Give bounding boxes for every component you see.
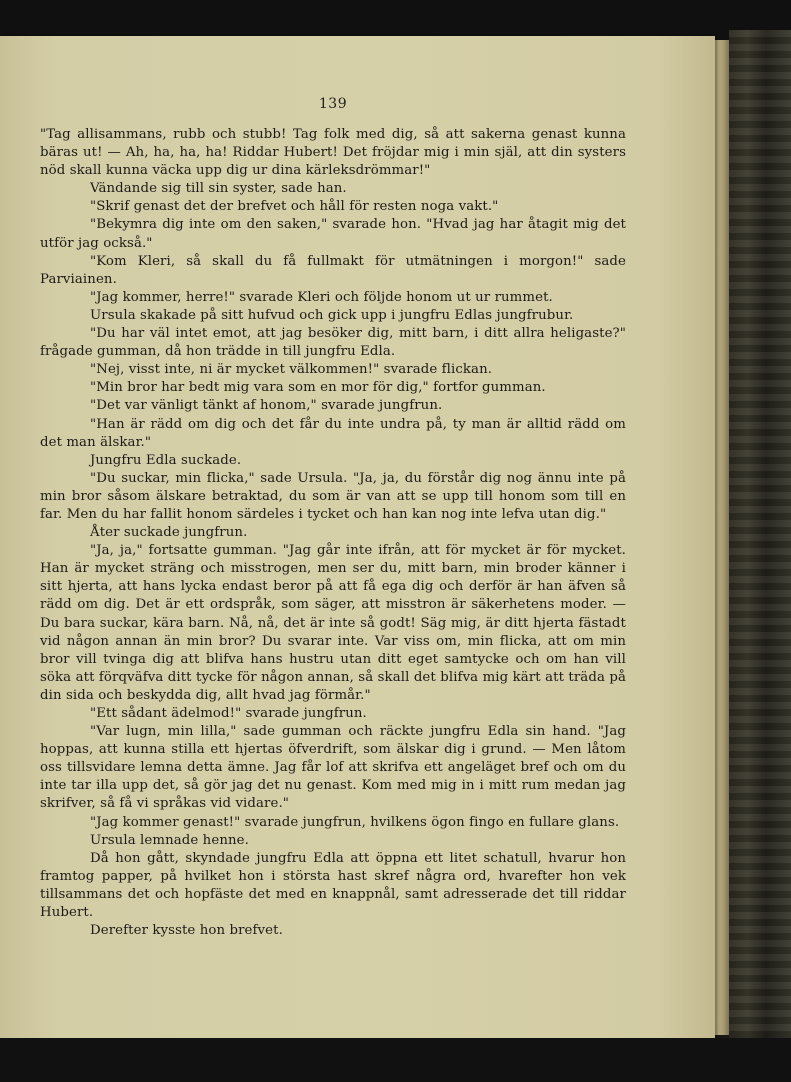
paragraph: "Nej, visst inte, ni är mycket välkommen!" svarade flickan. <box>90 362 493 378</box>
page-edge <box>715 40 729 1035</box>
paragraph: Då hon gått, skyndade jungfru Edla att öppna ett litet schatull, hvarur hon framtog papper, på hvilket hon i största hast skref några ord, hvarefter hon vek tillsammans det och hopfäste det med en knappnål, samt adresserade det till riddar Hubert. <box>40 850 626 921</box>
paragraph: Derefter kysste hon brefvet. <box>90 923 283 939</box>
paragraph: "Bekymra dig inte om den saken," svarade hon. "Hvad jag har åtagit mig det utför jag också." <box>40 217 626 251</box>
paragraph: "Min bror har bedt mig vara som en mor för dig," fortfor gumman. <box>90 380 546 396</box>
paragraph: "Han är rädd om dig och det får du inte undra på, ty man är alltid rädd om det man älskar." <box>40 416 626 450</box>
paragraph: "Ett sådant ädelmod!" svarade jungfrun. <box>90 706 367 721</box>
paragraph: "Det var vänligt tänkt af honom," svarade jungfrun. <box>90 398 443 414</box>
paragraph: "Skrif genast det der brefvet och håll för resten noga vakt." <box>90 199 499 215</box>
paragraph: Ursula lemnade henne. <box>90 832 249 848</box>
paragraph: "Tag allisammans, rubb och stubb! Tag folk med dig, så att sakerna genast kunna bäras ut! — Ah, ha, ha, ha! Riddar Hubert! Det fröjdar mig i min själ, att din systers nöd skall kunna väcka upp dig ur dina kärleksdrömmar!" <box>40 127 626 179</box>
paragraph: Åter suckade jungfrun. <box>90 525 248 541</box>
paragraph: Vändande sig till sin syster, sade han. <box>90 181 347 197</box>
paragraph: "Du har väl intet emot, att jag besöker dig, mitt barn, i ditt allra heligaste?" frågade gumman, då hon trädde in till jungfru Edla. <box>40 326 626 360</box>
scan-bottom-border <box>0 1038 791 1082</box>
paragraph: "Ja, ja," fortsatte gumman. "Jag går inte ifrån, att för mycket är för mycket. Han är mycket sträng och misstrogen, men ser du, mitt barn, min broder känner i sitt hjerta, att hans lycka endast beror på att få ega dig och derför är han äfven så rädd om dig. Det är ett ordspråk, som säger, att misstron är säkerhetens moder. — Du bara suckar, kära barn. Nå, nå, det är inte så godt! Säg mig, är ditt hjerta fästadt vid någon annan än min bror? Du svarar inte. Var viss om, min flicka, att om min bror vill tvinga dig att blifva hans hustru utan ditt eget samtycke och om han vill söka att förqväfva ditt tycke för någon annan, så skall det blifva mig kärt att träda på din sida och beskydda dig, allt hvad jag förmår." <box>40 543 626 703</box>
book-binding <box>729 30 791 1040</box>
paragraph: "Du suckar, min flicka," sade Ursula. "Ja, ja, du förstår dig nog ännu inte på min bror såsom älskare betraktad, du som är van att se upp till honom som till en far. Men du har fallit honom särdeles i tycket och han kan nog inte lefva utan dig." <box>40 470 626 522</box>
paragraph: "Jag kommer genast!" svarade jungfrun, hvilkens ögon fingo en fullare glans. <box>90 814 620 830</box>
paragraph: "Var lugn, min lilla," sade gumman och räckte jungfru Edla sin hand. "Jag hoppas, att kunna stilla ett hjertas öfverdrift, som älskar dig i grund. — Men låtom oss tillsvidare lemna detta ämne. Jag får lof att skrifva ett angeläget bref och om du inte tar illa upp det, så gör jag det nu genast. Kom med mig in i mitt rum medan jag skrifver, så få vi språkas vid vidare." <box>40 724 626 812</box>
paragraph: Ursula skakade på sitt hufvud och gick upp i jungfru Edlas jungfrubur. <box>90 307 574 323</box>
page-text <box>40 126 626 940</box>
page-number: 139 <box>318 96 348 112</box>
paragraph: "Kom Kleri, så skall du få fullmakt för utmätningen i morgon!" sade Parviainen. <box>40 253 626 287</box>
paragraph: Jungfru Edla suckade. <box>90 452 242 468</box>
paragraph: "Jag kommer, herre!" svarade Kleri och följde honom ut ur rummet. <box>90 289 553 305</box>
